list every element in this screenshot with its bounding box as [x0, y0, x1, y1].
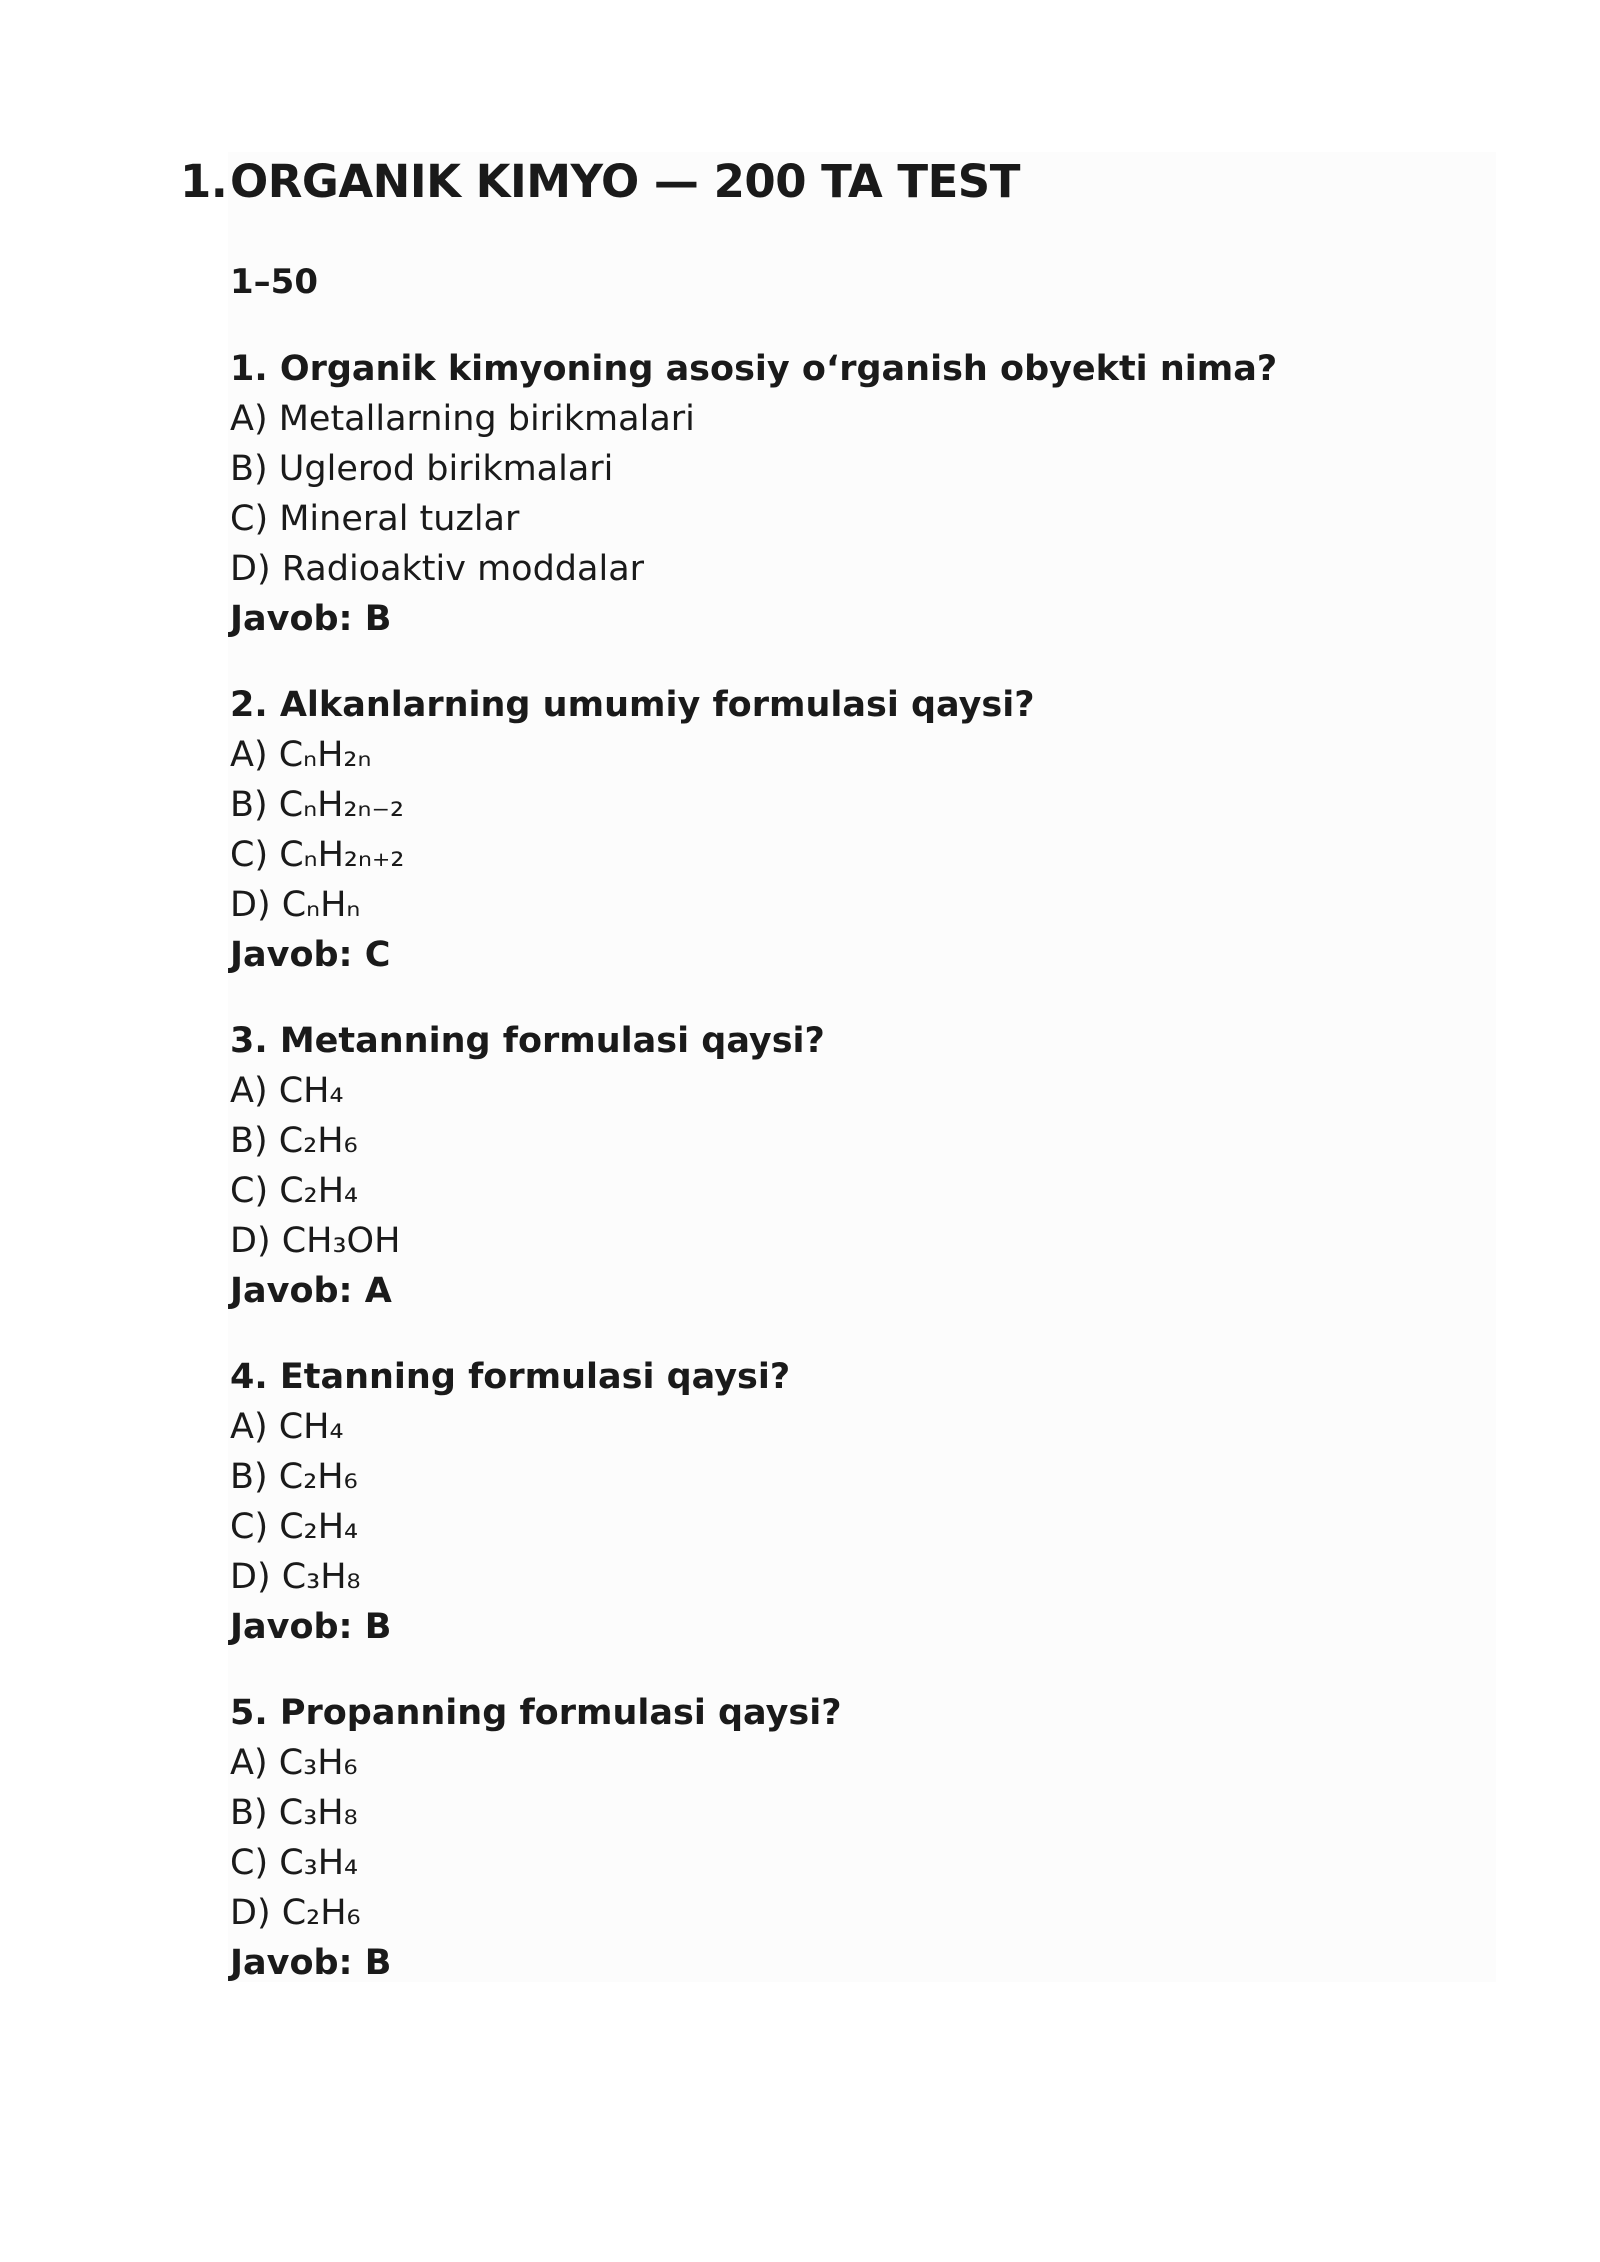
section-title: ORGANIK KIMYO — 200 TA TEST: [230, 155, 1020, 208]
answer: Javob: C: [230, 935, 391, 975]
option-a: A) CH₄: [230, 1071, 344, 1111]
question-1: [230, 344, 1480, 644]
option-c: C) C₂H₄: [230, 1507, 359, 1547]
option-c: C) Mineral tuzlar: [230, 499, 520, 539]
question-2: [230, 680, 1480, 980]
answer: Javob: A: [230, 1271, 392, 1311]
question-4: [230, 1352, 1480, 1652]
option-c: C) C₂H₄: [230, 1171, 359, 1211]
question-5: [230, 1688, 1480, 1988]
option-b: B) C₂H₆: [230, 1457, 358, 1497]
section-heading: [180, 155, 1020, 208]
option-a: A) Metallarning birikmalari: [230, 399, 695, 439]
option-b: B) C₃H₈: [230, 1793, 358, 1833]
question-list: [230, 344, 1480, 2024]
option-b: B) Uglerod birikmalari: [230, 449, 614, 489]
option-a: A) CₙH₂ₙ: [230, 735, 372, 775]
question-title: 5. Propanning formulasi qaysi?: [230, 1693, 842, 1733]
question-title: 1. Organik kimyoning asosiy o‘rganish obyekti nima?: [230, 349, 1278, 389]
option-b: B) CₙH₂ₙ₋₂: [230, 785, 404, 825]
question-title: 4. Etanning formulasi qaysi?: [230, 1357, 791, 1397]
answer: Javob: B: [230, 1607, 392, 1647]
question-range: 1–50: [230, 262, 318, 302]
option-d: D) C₂H₆: [230, 1893, 361, 1933]
option-b: B) C₂H₆: [230, 1121, 358, 1161]
answer: Javob: B: [230, 599, 392, 639]
option-a: A) C₃H₆: [230, 1743, 358, 1783]
option-d: D) Radioaktiv moddalar: [230, 549, 645, 589]
question-3: [230, 1016, 1480, 1316]
option-d: D) CH₃OH: [230, 1221, 401, 1261]
option-d: D) C₃H₈: [230, 1557, 361, 1597]
question-title: 2. Alkanlarning umumiy formulasi qaysi?: [230, 685, 1035, 725]
option-c: C) C₃H₄: [230, 1843, 359, 1883]
option-c: C) CₙH₂ₙ₊₂: [230, 835, 405, 875]
question-title: 3. Metanning formulasi qaysi?: [230, 1021, 825, 1061]
section-number: 1.: [180, 155, 228, 208]
answer: Javob: B: [230, 1943, 392, 1983]
option-a: A) CH₄: [230, 1407, 344, 1447]
option-d: D) CₙHₙ: [230, 885, 361, 925]
